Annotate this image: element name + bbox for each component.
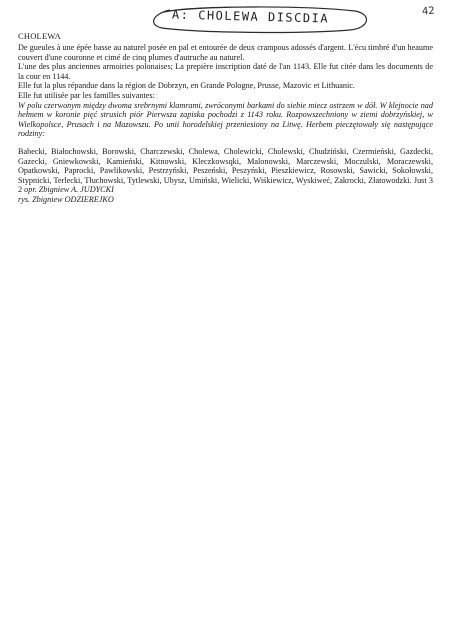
history-french-3: Elle fut utilisée par les familles suivantes: bbox=[18, 90, 155, 100]
family-list bbox=[18, 147, 433, 195]
page-title: CHOLEWA bbox=[18, 31, 61, 41]
credit-just: Just 3 2 bbox=[18, 175, 434, 195]
history-french-1: L'une des plus anciennes armoiries polonaises; La prepière inscription daté de l'an 1143. Elle fut citée dans les documents de la cour en 1144. bbox=[18, 62, 433, 81]
annotation-text: A: CHOLEWA DISCDIA bbox=[171, 7, 330, 26]
history-french-2: Elle fut la plus répandue dans la région de Dobrzyn, en Grande Pologne, Prusse, Mazovic et Lithuanic. bbox=[18, 81, 355, 91]
document-body bbox=[18, 43, 433, 205]
blazon-french: De gueules à une épée basse au naturel posée en pal et entourée de deux crampous adossés d'argent. L'écu timbré d'un heaume couvert d'une couronne et cimé de cinq plumes d'autruche au naturel. bbox=[18, 43, 433, 62]
handwritten-annotation bbox=[150, 4, 372, 34]
page-number: 42 bbox=[421, 5, 436, 18]
family-names: Babecki, Białochowski, Borowski, Charczewski, Cholewa, Cholewicki, Cholewski, Chudziński, Czermieński, Gazdecki, Gazecki, Gniewkowski, Kamieński, Kitnowski, Kleczkowsqki, Malonowski, Marczewski, Moczulski, Moraczewski, Opatkowski, Paprocki, Pawlikowski, Pestrzyński, Peszeński, Peszyński, Pieszkiewicz, Rosowski, Sawicki, Sokołowski, Stypnicki, Terlecki, Tłuchowski, Tytlewski, Ubysz, Umiński, Wielicki, Wiśkiewicz, Wyskiweć, Zakrocki, Złatowodzki. bbox=[18, 146, 433, 185]
credit-opr: opr. Zbigniew A. JUDYCKI bbox=[24, 185, 114, 195]
credit-rys: rys. Zbigniew ODZIEREJKO bbox=[18, 194, 114, 204]
blazon-polish: W polu czerwonym między dwoma srebrnymi klamrami, zwróconymi barkami do siebie miecz ostrzem w dół. W klejnocie nad hełmem w koronie pięć strusich piór Pierwsza zapiska pochodzi z 1143 roku. Rozpowszechniony w ziemi dobrzyńskiej, w Wielkopolsce, Prusach i na Mazowszu. Po unii horodelskiej przeniesiony na Litwę. Herbem pieczętowały się następujące rodziny: bbox=[18, 100, 433, 139]
